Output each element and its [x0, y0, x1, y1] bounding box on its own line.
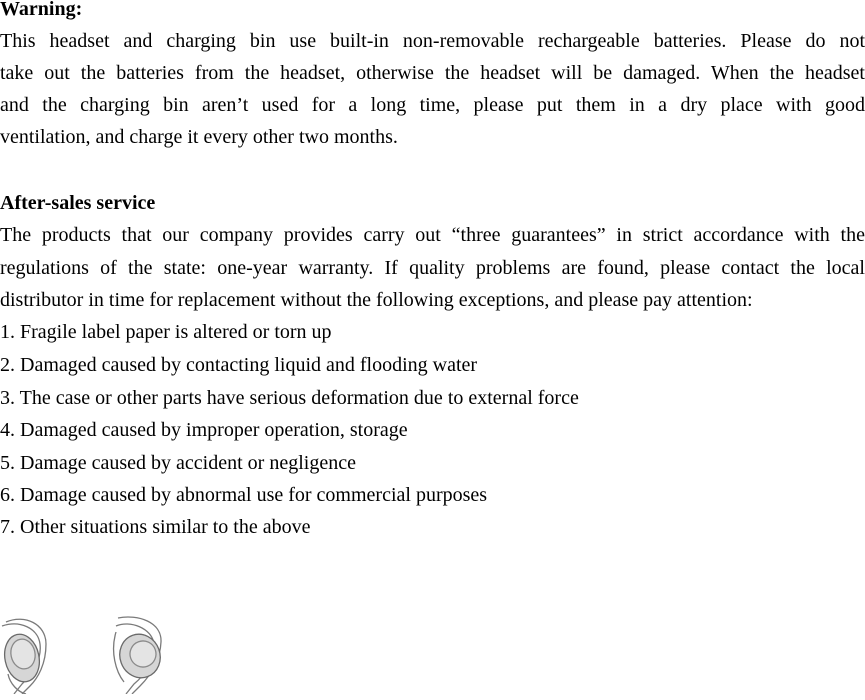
after-sales-line-1: The products that our company provides carry out “three guarantees” in strict accordance with the	[0, 224, 865, 246]
after-sales-heading: After-sales service	[0, 192, 156, 214]
earbuds-illustration	[0, 612, 200, 694]
warning-line-3: and the charging bin aren’t used for a long time, please put them in a dry place with good	[0, 94, 865, 116]
list-item: 5. Damage caused by accident or negligence	[0, 452, 356, 474]
list-item: 1. Fragile label paper is altered or torn up	[0, 321, 332, 343]
after-sales-line-2: regulations of the state: one-year warranty. If quality problems are found, please contact the local	[0, 257, 865, 279]
list-item: 7. Other situations similar to the above	[0, 516, 311, 538]
earbud-right-icon	[114, 617, 167, 694]
list-item: 3. The case or other parts have serious deformation due to external force	[0, 387, 579, 409]
after-sales-line-3: distributor in time for replacement without the following exceptions, and please pay attention:	[0, 289, 753, 311]
warning-line-4: ventilation, and charge it every other two months.	[0, 126, 398, 148]
list-item: 6. Damage caused by abnormal use for commercial purposes	[0, 484, 488, 506]
list-item: 4. Damaged caused by improper operation, storage	[0, 419, 408, 441]
warning-heading: Warning:	[0, 0, 83, 20]
warning-line-2: take out the batteries from the headset, otherwise the headset will be damaged. When the headset	[0, 62, 865, 84]
warning-line-1: This headset and charging bin use built-in non-removable rechargeable batteries. Please do not	[0, 30, 865, 52]
earbud-left-icon	[0, 619, 46, 694]
list-item: 2. Damaged caused by contacting liquid and flooding water	[0, 354, 478, 376]
